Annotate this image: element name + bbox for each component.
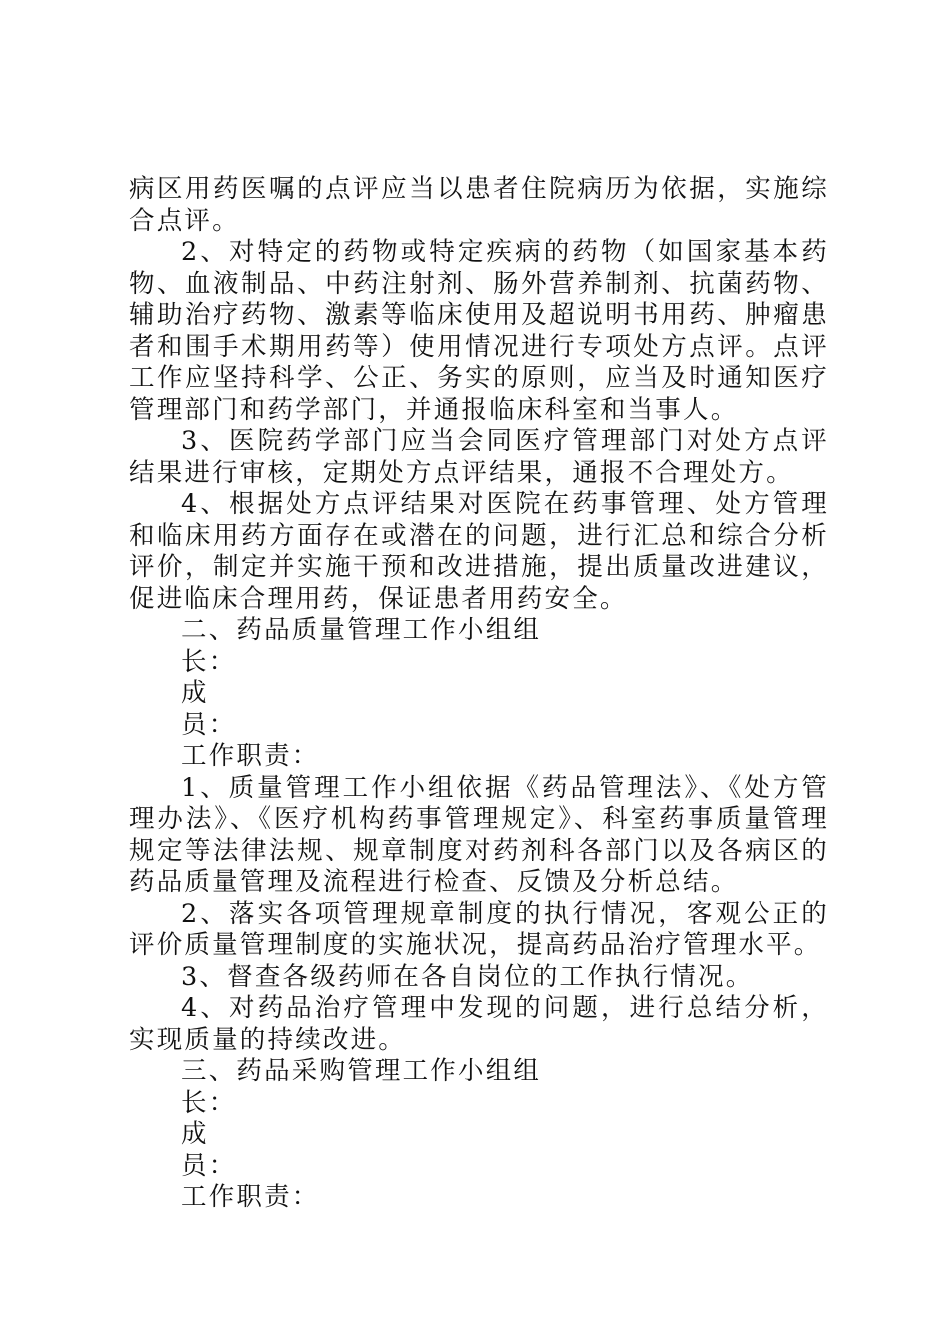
- section-heading-procurement: 三、药品采购管理工作小组组: [181, 1056, 542, 1086]
- duty-item-1: 1、质量管理工作小组依据《药品管理法》、《处方管理办法》、《医疗机构药事管理规定》、科室药事质量管理规定等法律法规、规章制度对药剂科各部门以及各病区的药品质量管理及流程进行检查、反馈及分析总结。: [129, 772, 829, 897]
- paragraph-continuation: 病区用药医嘱的点评应当以患者住院病历为依据，实施综合点评。: [129, 174, 829, 236]
- document-body: [129, 174, 829, 1214]
- leader-label: 长：: [181, 1087, 237, 1118]
- duty-item-4: 4、对药品治疗管理中发现的问题，进行总结分析，实现质量的持续改进。: [129, 993, 829, 1055]
- duties-label: 工作职责：: [181, 1182, 320, 1212]
- paragraph-item-3: 3、医院药学部门应当会同医疗管理部门对处方点评结果进行审核，定期处方点评结果，通报不合理处方。: [129, 426, 829, 488]
- paragraph-item-2: 2、对特定的药物或特定疾病的药物（如国家基本药物、血液制品、中药注射剂、肠外营养制剂、抗菌药物、辅助治疗药物、激素等临床使用及超说明书用药、肿瘤患者和围手术期用药等）使用情况进行专项处方点评。点评工作应坚持科学、公正、务实的原则，应当及时通知医疗管理部门和药学部门，并通报临床科室和当事人。: [129, 237, 829, 425]
- members-label-line2: 员：: [181, 709, 237, 740]
- members-label-line1: 成: [181, 1119, 209, 1149]
- members-label-line1: 成: [181, 678, 209, 708]
- duty-item-2: 2、落实各项管理规章制度的执行情况，客观公正的评价质量管理制度的实施状况，提高药品治疗管理水平。: [129, 898, 829, 960]
- leader-label: 长：: [181, 646, 237, 677]
- section-heading-quality: 二、药品质量管理工作小组组: [181, 615, 542, 645]
- paragraph-item-4: 4、根据处方点评结果对医院在药事管理、处方管理和临床用药方面存在或潜在的问题，进行汇总和综合分析评价，制定并实施干预和改进措施，提出质量改进建议，促进临床合理用药，保证患者用药安全。: [129, 489, 829, 614]
- duty-item-3: 3、督查各级药师在各自岗位的工作执行情况。: [181, 961, 754, 992]
- duties-label: 工作职责：: [181, 741, 320, 771]
- members-label-line2: 员：: [181, 1150, 237, 1181]
